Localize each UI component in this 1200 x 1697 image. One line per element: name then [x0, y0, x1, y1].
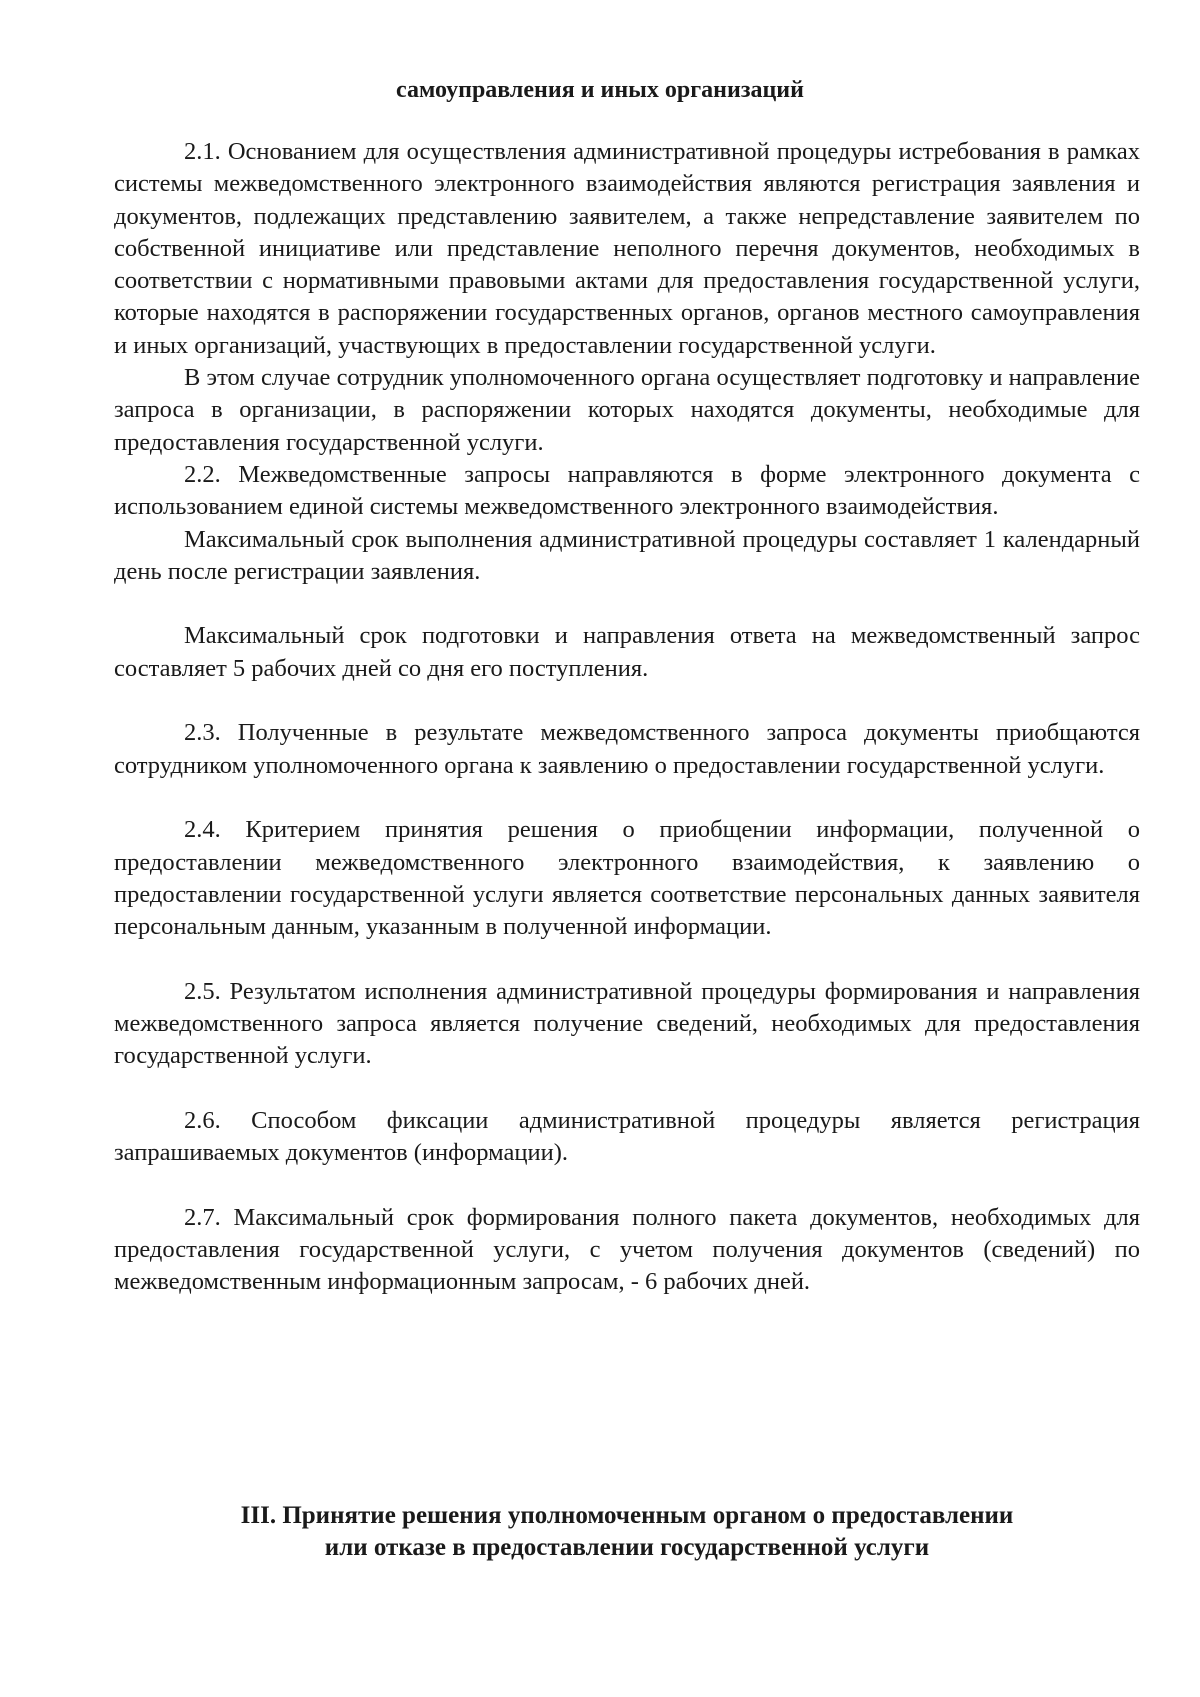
paragraph-2-3: 2.3. Полученные в результате межведомственного запроса документы приобщаются сотрудником уполномоченного органа к заявлению о предоставлении государственной услуги.: [114, 719, 1140, 779]
paragraph-response-deadline: Максимальный срок подготовки и направления ответа на межведомственный запрос составляет 5 рабочих дней со дня его поступления.: [114, 622, 1140, 682]
paragraph-2-7: 2.7. Максимальный срок формирования полного пакета документов, необходимых для предоставления государственной услуги, с учетом получения документов (сведений) по межведомственным информационным запросам, - 6 рабочих дней.: [114, 1203, 1140, 1296]
paragraph-2-1-request: В этом случае сотрудник уполномоченного органа осуществляет подготовку и направление запроса в организации, в распоряжении которых находятся документы, необходимые для предоставления государственной услуги.: [114, 364, 1140, 456]
section-heading-iii-line2: или отказе в предоставлении государственной услуги: [324, 1534, 930, 1561]
paragraph-2-2: 2.2. Межведомственные запросы направляются в форме электронного документа с использованием единой системы межведомственного электронного взаимодействия.: [114, 460, 1140, 521]
section-heading-continued: самоуправления и иных организаций: [396, 77, 804, 103]
section-heading-iii-line1: III. Принятие решения уполномоченным органом о предоставлении: [240, 1502, 1014, 1529]
paragraph-2-6: 2.6. Способом фиксации административной процедуры является регистрация запрашиваемых документов (информации).: [114, 1106, 1140, 1167]
paragraph-2-5: 2.5. Результатом исполнения административной процедуры формирования и направления межведомственного запроса является получение сведений, необходимых для предоставления государственной услуги.: [114, 977, 1140, 1070]
paragraph-2-4: 2.4. Критерием принятия решения о приобщении информации, полученной о предоставлении межведомственного электронного взаимодействия, к заявлению о предоставлении государственной услуги является соответствие персональных данных заявителя персональным данным, указанным в полученной информации.: [114, 816, 1140, 941]
document-body: [114, 136, 1140, 1299]
paragraph-2-2-deadline: Максимальный срок выполнения административной процедуры составляет 1 календарный день после регистрации заявления.: [114, 525, 1140, 585]
section-heading-iii: [114, 1500, 1140, 1564]
paragraph-2-1: 2.1. Основанием для осуществления административной процедуры истребования в рамках системы межведомственного электронного взаимодействия являются регистрация заявления и документов, подлежащих представлению заявителем, а также непредставление заявителем по собственной инициативе или представление неполного перечня документов, необходимых в соответствии с нормативными правовыми актами для предоставления государственной услуги, которые находятся в распоряжении государственных органов, органов местного самоуправления и иных организаций, участвующих в предоставлении государственной услуги.: [114, 138, 1140, 359]
